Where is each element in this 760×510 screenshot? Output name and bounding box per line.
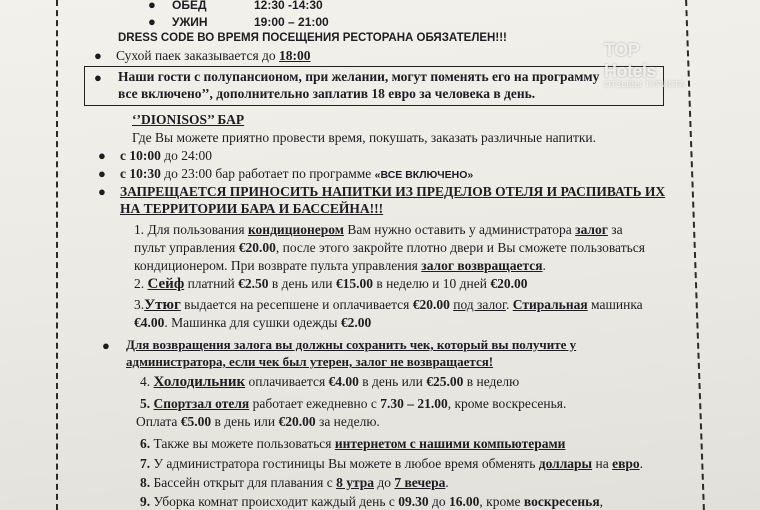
- text-segment: , после этого закройте плотно двери и Вы сможете пользоваться: [275, 240, 645, 255]
- bullet: ●: [148, 0, 156, 12]
- text-segment: 16.00: [449, 494, 480, 509]
- text-segment: 4.: [140, 374, 154, 389]
- text-segment: 09.30: [398, 494, 429, 509]
- text-segment: на: [592, 456, 613, 471]
- text-segment: машинка: [587, 297, 643, 312]
- text-segment: Бассейн открыт для плавания с: [150, 475, 337, 490]
- text-segment: евро: [612, 456, 640, 471]
- deposit-line1: Для возвращения залога вы должны сохранить чек, который вы получите у: [126, 337, 577, 352]
- text-segment: платний: [184, 276, 239, 291]
- text-segment: €20.00: [238, 240, 276, 255]
- text-segment: 7.30 – 21.00: [380, 396, 448, 411]
- text-segment: работает ежедневно с: [249, 396, 381, 411]
- dry-ration-text: Сухой паек заказывается до: [116, 48, 280, 63]
- bullet: ●: [98, 166, 106, 181]
- text-segment: кондиционером. При возврате пульта управления: [134, 258, 422, 273]
- dashed-border-left: [56, 0, 58, 510]
- text-segment: €4.00: [134, 315, 165, 330]
- text-segment: выдается на ресепшене и оплачивается: [180, 297, 413, 312]
- text-segment: Вам нужно оставить у администратора: [343, 222, 576, 237]
- lunch-label: ОБЕД: [172, 0, 207, 12]
- text-segment: 8.: [140, 475, 151, 490]
- text-segment: , кроме: [479, 494, 524, 509]
- text-segment: €2.50: [238, 276, 269, 291]
- text-segment: .: [506, 297, 513, 312]
- text-segment: . Машинка для сушки одежды: [164, 315, 341, 330]
- bullet: ●: [98, 184, 106, 199]
- text-segment: за: [607, 222, 623, 237]
- text-segment: до: [428, 494, 450, 509]
- text-segment: Утюг: [144, 297, 181, 313]
- text-segment: У администратора гостиницы Вы можете в любое время обменять: [150, 456, 539, 471]
- bullet: ●: [102, 338, 110, 353]
- item-2: [134, 276, 527, 292]
- text-segment: Стиральная: [512, 297, 588, 312]
- bar-hours-1-to: до 24:00: [160, 148, 212, 163]
- lunch-time: 12:30 -14:30: [254, 0, 323, 12]
- bullet: ●: [148, 14, 156, 29]
- text-segment: €15.00: [335, 276, 373, 291]
- text-segment: 2.: [134, 276, 148, 291]
- watermark-brand: TOP Hotels: [604, 40, 657, 81]
- text-segment: Уборка комнат происходит каждый день с: [150, 494, 399, 509]
- text-segment: €4.00: [328, 374, 359, 389]
- half-board-line2: все включено’’, дополнительно заплатив 18 евро за человека в день.: [118, 86, 536, 101]
- text-segment: в неделю и 10 дней: [372, 276, 491, 291]
- bar-description: Где Вы можете приятно провести время, покушать, заказать различные напитки.: [132, 130, 597, 145]
- text-segment: €20.00: [490, 276, 528, 291]
- text-segment: €20.00: [412, 297, 450, 312]
- item-3-line2: [134, 315, 371, 331]
- bar-program: «ВСЕ ВКЛЮЧЕНО»: [374, 169, 474, 181]
- text-segment: , кроме воскресенья.: [447, 396, 567, 411]
- text-segment: доллары: [538, 456, 593, 471]
- item-1-line1: [134, 222, 623, 238]
- text-segment: залог: [575, 222, 608, 237]
- text-segment: в день или: [358, 374, 427, 389]
- dinner-time: 19:00 – 21:00: [254, 15, 329, 29]
- text-segment: 6.: [140, 436, 151, 451]
- prohibition-line1: ЗАПРЕЩАЕТСЯ ПРИНОСИТЬ НАПИТКИ ИЗ ПРЕДЕЛОВ ОТЕЛЯ И РАСПИВАТЬ ИХ: [120, 184, 666, 199]
- text-segment: Также вы можете пользоваться: [150, 436, 335, 451]
- schedule-lunch: [172, 0, 323, 13]
- text-segment: 3.: [134, 297, 145, 312]
- text-segment: до: [374, 475, 395, 490]
- text-segment: кондиционером: [247, 222, 344, 237]
- item-6: [140, 436, 565, 452]
- text-segment: интернетом с нашими компьютерами: [334, 436, 566, 451]
- text-segment: под залог: [453, 297, 506, 312]
- text-segment: .: [542, 258, 546, 273]
- text-segment: 7 вечера: [394, 475, 446, 490]
- text-segment: пульт управления: [134, 240, 239, 255]
- text-segment: в день или: [268, 276, 336, 291]
- dry-ration-time: 18:00: [279, 48, 311, 63]
- text-segment: .: [445, 475, 449, 490]
- item-4: [140, 374, 519, 390]
- item-9: [140, 494, 603, 510]
- text-segment: Спортзал отеля: [153, 396, 250, 411]
- text-segment: Оплата: [136, 414, 181, 429]
- text-segment: воскресенья: [523, 494, 600, 509]
- prohibition-line2: НА ТЕРРИТОРИИ БАРА И БАССЕЙНА!!!: [120, 201, 384, 216]
- bar-hours-1-from: с 10:00: [120, 148, 161, 163]
- text-segment: €25.00: [426, 374, 464, 389]
- dress-code: DRESS CODE ВО ВРЕМЯ ПОСЕЩЕНИЯ РЕСТОРАНА ОБЯЗАТЕЛЕН!!!: [118, 32, 507, 44]
- bar-hours-1: [120, 148, 212, 164]
- text-segment: 1. Для пользования: [134, 222, 248, 237]
- text-segment: €2.00: [340, 315, 372, 330]
- text-segment: 5.: [140, 396, 154, 411]
- tophotels-watermark: [604, 40, 694, 89]
- bar-title: ‘’DIONISOS’’ БАР: [132, 112, 245, 127]
- item-1-line2: [134, 240, 645, 256]
- dry-ration: [116, 48, 311, 64]
- item-3-line1: [134, 297, 643, 313]
- item-1-line3: [134, 258, 546, 274]
- watermark-sub: ОТЗЫВЫ ТУРИСТА: [604, 80, 686, 89]
- bullet: ●: [94, 70, 102, 85]
- text-segment: €5.00: [180, 414, 212, 429]
- text-segment: 7.: [140, 456, 151, 471]
- text-segment: оплачивается: [245, 374, 329, 389]
- bar-hours-2-text: до 23:00 бар работает по программе: [160, 166, 375, 181]
- item-7: [140, 456, 643, 472]
- bar-hours-2-from: с 10:30: [120, 166, 161, 181]
- item-5-line1: [140, 396, 566, 412]
- deposit-line2: администратора, если чек был утерен, залог не возвращается!: [126, 354, 494, 369]
- item-8: [140, 475, 449, 491]
- text-segment: €20.00: [278, 414, 316, 429]
- half-board-line1: Наши гости с полупансионом, при желании, могут поменять его на программу: [118, 69, 600, 84]
- schedule-dinner: [172, 14, 329, 30]
- text-segment: залог возвращается: [421, 258, 543, 273]
- dinner-label: УЖИН: [172, 15, 208, 29]
- text-segment: 9.: [140, 494, 151, 509]
- text-segment: ,: [599, 494, 604, 509]
- text-segment: Холодильник: [153, 374, 246, 390]
- bar-hours-2: [120, 166, 473, 183]
- text-segment: .: [639, 456, 643, 471]
- text-segment: в день или: [211, 414, 279, 429]
- text-segment: за неделю.: [315, 414, 380, 429]
- bullet: ●: [98, 148, 106, 163]
- item-5-line2: [136, 414, 380, 430]
- bullet: ●: [94, 48, 102, 63]
- text-segment: 8 утра: [336, 475, 375, 490]
- text-segment: Сейф: [147, 276, 185, 292]
- text-segment: в неделю: [463, 374, 520, 389]
